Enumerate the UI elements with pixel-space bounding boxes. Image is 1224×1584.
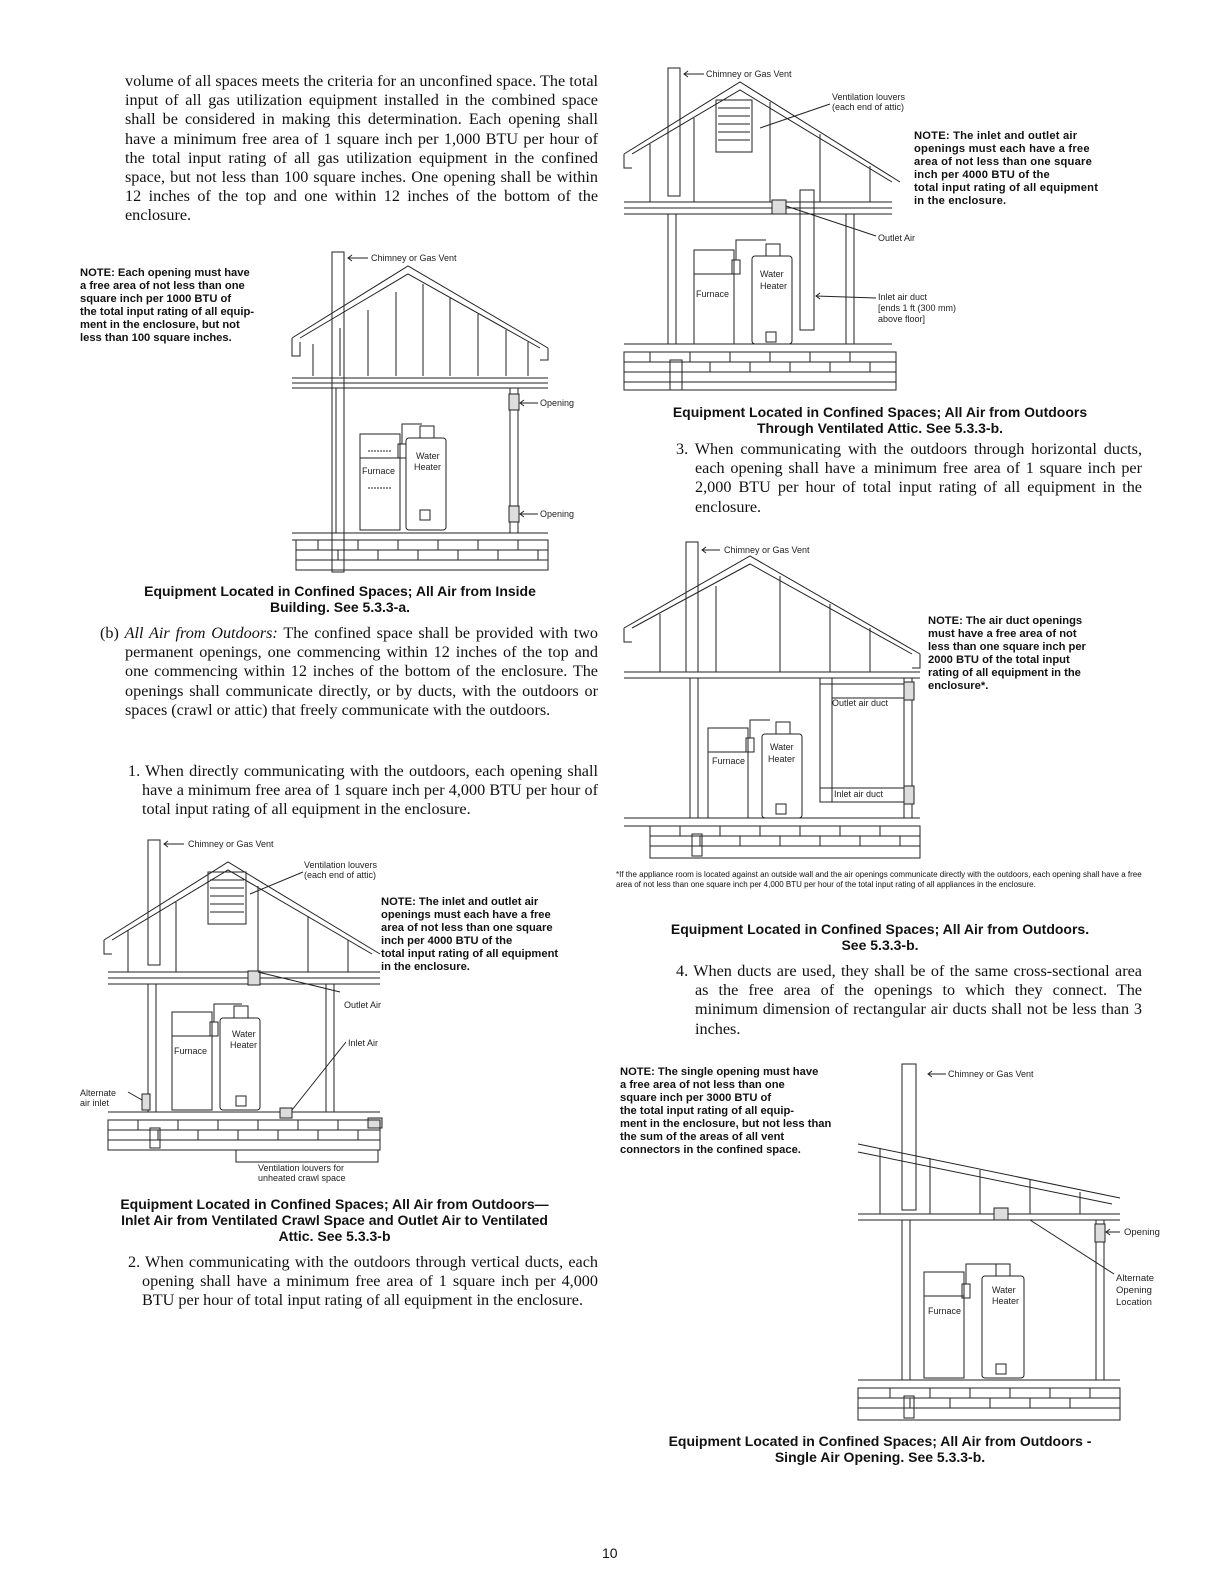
page-number: 10 [602,1545,618,1561]
fig4-caption: Equipment Located in Confined Spaces; All Air from Outdoors. See 5.3.3-b. [670,921,1090,953]
fig4-inlet-duct-label: Inlet air duct [834,789,884,799]
intro-paragraph [125,72,598,226]
fig2-crawl-label-1: Ventilation louvers for [258,1163,345,1173]
fig3-heater-label: Heater [760,281,788,291]
fig2-water-label: Water [232,1029,256,1039]
fig3-inlet-label-3: above floor] [878,314,926,324]
item-1-text: 1. When directly communicating with the outdoors, each opening shall have a minimum free area of 1 square inch per 4,000 BTU per hour of total input rating of all equipment in the enclosure. [128,762,598,819]
fig4-water-label: Water [770,742,794,752]
fig3-furnace-label: Furnace [696,289,730,299]
item-3 [676,440,1142,517]
fig1-note: NOTE: Each opening must have a free area of not less than one square inch per 1000 BTU of the total input rating of all equip- ment in the enclosure, but not less than 100 square inches. [80,267,255,344]
fig3-water-label: Water [760,269,784,279]
fig5-caption: Equipment Located in Confined Spaces; All Air from Outdoors - Single Air Opening. See 5.3.3-b. [668,1433,1092,1465]
item-4 [676,962,1142,1039]
fig5-alt-label-2: Opening [1116,1285,1152,1296]
fig1-opening-top-label: Opening [540,398,575,408]
paragraph-b [100,624,598,720]
fig4-note: NOTE: The air duct openings must have a free area of not less than one square inch per 2000 BTU of the total input rating of all equipment in the enclosure*. [928,615,1086,692]
fig1-water-label: Water [416,451,440,461]
fig2-inlet-label: Inlet Air [348,1038,379,1048]
fig2-crawl-label-2: unheated crawl space [258,1173,346,1183]
fig2-outlet-label: Outlet Air [344,1000,382,1010]
fig1-furnace-label: Furnace [362,466,396,476]
fig2-alt-label-1: Alternate [80,1088,117,1098]
fig4-outlet-duct-label: Outlet air duct [832,698,889,708]
fig3-outlet-label: Outlet Air [878,233,916,243]
item-4-text: 4. When ducts are used, they shall be of the same cross-sectional area as the free area of the openings to which they connect. The minimum dimension of rectangular air ducts shall not be less than 3 inches. [676,962,1142,1038]
fig4-diagram [620,538,930,864]
fig1-opening-bottom-label: Opening [540,509,575,519]
intro-text: volume of all spaces meets the criteria for an unconfined space. The total input of all gas utilization equipment installed in the combined space shall be considered in making this determination. Each opening shall have a minimum free area of 1 square inch per 1,000 BTU per hour of the total input rating of all gas utilization equipment in the confined space, but not less than 100 square inches. One opening shall be within 12 inches of the top and one within 12 inches of the bottom of the enclosure. [125,72,599,225]
fig1-heater-label: Heater [414,462,442,472]
fig5-heater-label: Heater [992,1296,1020,1306]
fig2-alt-label-2: air inlet [80,1098,110,1108]
fig2-note: NOTE: The inlet and outlet air openings must each have a free area of not less than one square inch per 4000 BTU of the total input rating of all equipment in the enclosure. [381,896,559,973]
fig2-caption: Equipment Located in Confined Spaces; All Air from Outdoors— Inlet Air from Ventilated Crawl Space and Outlet Air to Ventilated Attic. See 5.3.3-b [120,1196,549,1244]
fig1-caption: Equipment Located in Confined Spaces; All Air from Inside Building. See 5.3.3-a. [144,583,536,615]
fig5-water-label: Water [992,1285,1016,1295]
item-2 [128,1253,598,1311]
fig5-chimney-label: Chimney or Gas Vent [948,1069,1034,1079]
fig2-heater-label: Heater [230,1040,258,1050]
b-body: The confined space shall be provided with two permanent openings, one commencing within 12 inches of the top and one commencing within 12 inches of the bottom of the enclosure. The openings shall communicate directly, or by ducts, with the outdoors or spaces (crawl or attic) that freely communicate with the outdoors. [125,624,598,719]
fig5-alt-label-3: Location [1116,1297,1152,1308]
fig2-louvers-label-2: (each end of attic) [304,870,377,880]
fig3-note: NOTE: The inlet and outlet air openings must each have a free area of not less than one square inch per 4000 BTU of the total input rating of all equipment in the enclosure. [914,130,1099,207]
fig3-louvers-label-2: (each end of attic) [832,102,905,112]
fig2-louvers-label-1: Ventilation louvers [304,860,378,870]
fig3-inlet-label-1: Inlet air duct [878,292,928,302]
fig1-chimney-label: Chimney or Gas Vent [371,253,457,263]
item-1 [128,762,598,820]
fig4-chimney-label: Chimney or Gas Vent [724,545,810,555]
fig1-diagram [288,248,598,578]
item-2-text: 2. When communicating with the outdoors through vertical ducts, each opening shall have a minimum free area of 1 square inch per 4,000 BTU per hour of total input rating of all equipment in the enclosure. [128,1253,598,1310]
fig3-louvers-label-1: Ventilation louvers [832,92,906,102]
fig5-furnace-label: Furnace [928,1306,962,1316]
fig5-diagram [850,1058,1180,1424]
b-label: (b) [100,624,125,642]
fig4-heater-label: Heater [768,754,796,764]
fig2-furnace-label: Furnace [174,1046,208,1056]
fig4-footnote: *If the appliance room is located against an outside wall and the air openings communicate directly with the outdoors, each opening shall have a free area of not less than one square inch per 4,000 BTU per hour of the total input rating of all appliances in the enclosure. [616,870,1142,889]
fig3-chimney-label: Chimney or Gas Vent [706,69,792,79]
fig5-alt-label-1: Alternate [1116,1273,1155,1284]
fig5-opening-label: Opening [1124,1227,1160,1238]
fig2-diagram [78,832,598,1187]
item-3-text: 3. When communicating with the outdoors through horizontal ducts, each opening shall have a minimum free area of 1 square inch per 2,000 BTU per hour of total input rating of all equipment in the enclosure. [676,440,1142,516]
fig3-diagram [620,64,1000,396]
fig3-inlet-label-2: [ends 1 ft (300 mm) [878,303,957,313]
fig5-note: NOTE: The single opening must have a free area of not less than one square inch per 3000 BTU of the total input rating of all equip- ment in the enclosure, but not less than the sum of the areas of all vent connectors in the confined space. [620,1066,832,1156]
b-title: All Air from Outdoors: [124,624,278,642]
fig2-chimney-label: Chimney or Gas Vent [188,839,274,849]
fig3-caption: Equipment Located in Confined Spaces; All Air from Outdoors Through Ventilated Attic. See 5.3.3-b. [672,404,1088,436]
fig4-furnace-label: Furnace [712,756,746,766]
